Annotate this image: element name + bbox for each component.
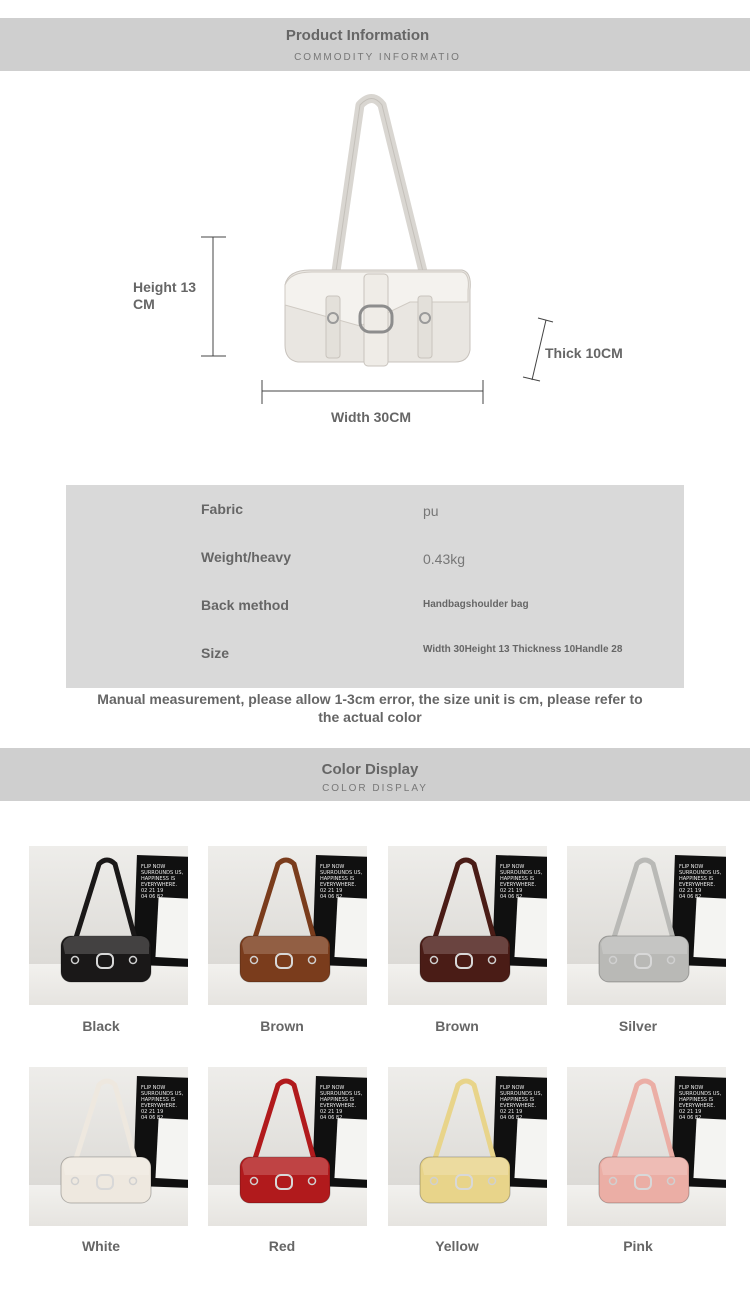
color-display-banner xyxy=(0,748,750,801)
color-name-label: Brown xyxy=(260,1018,304,1034)
handbag-red xyxy=(208,1067,367,1226)
product-info-subtitle: COMMODITY INFORMATIO xyxy=(294,52,461,63)
product-info-banner xyxy=(0,18,750,71)
spec-row-weight xyxy=(66,533,684,573)
handbag-silver xyxy=(567,846,726,1005)
color-display-title: Color Display xyxy=(321,761,419,778)
handbag-white xyxy=(29,1067,188,1226)
spec-value: Width 30Height 13 Thickness 10Handle 28 xyxy=(423,644,623,655)
spec-key: Size xyxy=(201,645,230,661)
thickness-label: Thick 10CM xyxy=(545,345,623,361)
spec-row-fabric xyxy=(66,485,684,525)
handbag-yellow xyxy=(388,1067,547,1226)
poster-text: FLIP NOW SURROUNDS US, HAPPINESS IS EVERYWHERE. 02 21 19 04 06 82 xyxy=(500,864,543,900)
spec-key: Back method xyxy=(201,597,289,613)
color-swatch-image[interactable] xyxy=(208,846,367,1005)
color-swatch-image[interactable] xyxy=(567,846,726,1005)
poster-text: FLIP NOW SURROUNDS US, HAPPINESS IS EVERYWHERE. 02 21 19 04 06 82 xyxy=(500,1085,543,1121)
spec-value: Handbagshoulder bag xyxy=(423,599,529,610)
color-name-label: White xyxy=(81,1238,121,1254)
spec-table xyxy=(66,485,684,688)
color-name-label: Yellow xyxy=(435,1238,479,1254)
spec-row-back-method xyxy=(66,581,684,621)
handbag-pink xyxy=(567,1067,726,1226)
handbag-brown xyxy=(388,846,547,1005)
width-label: Width 30CM xyxy=(331,409,411,425)
color-swatch-image[interactable] xyxy=(29,1067,188,1226)
height-label: Height 13 CM xyxy=(133,279,197,312)
color-name-label: Red xyxy=(268,1238,296,1254)
color-name-label: Silver xyxy=(618,1018,658,1034)
measurement-note: Manual measurement, please allow 1-3cm error, the size unit is cm, please refer to the actual color xyxy=(97,691,643,725)
color-name-label: Pink xyxy=(623,1238,653,1254)
spec-key: Weight/heavy xyxy=(201,549,291,565)
product-info-title: Product Information xyxy=(285,27,430,44)
poster-text: FLIP NOW SURROUNDS US, HAPPINESS IS EVERYWHERE. 02 21 19 04 06 82 xyxy=(679,864,722,900)
color-swatch-image[interactable] xyxy=(29,846,188,1005)
color-name-label: Black xyxy=(82,1018,120,1034)
poster-text: FLIP NOW SURROUNDS US, HAPPINESS IS EVERYWHERE. 02 21 19 04 06 82 xyxy=(320,864,363,900)
spec-row-size xyxy=(66,629,684,669)
handbag-brown xyxy=(208,846,367,1005)
color-swatch-image[interactable] xyxy=(567,1067,726,1226)
color-swatch-image[interactable] xyxy=(208,1067,367,1226)
poster-text: FLIP NOW SURROUNDS US, HAPPINESS IS EVERYWHERE. 02 21 19 04 06 82 xyxy=(141,1085,184,1121)
poster-text: FLIP NOW SURROUNDS US, HAPPINESS IS EVERYWHERE. 02 21 19 04 06 82 xyxy=(141,864,184,900)
color-swatch-image[interactable] xyxy=(388,1067,547,1226)
spec-value: 0.43kg xyxy=(423,551,466,567)
poster-text: FLIP NOW SURROUNDS US, HAPPINESS IS EVERYWHERE. 02 21 19 04 06 82 xyxy=(679,1085,722,1121)
spec-key: Fabric xyxy=(201,501,244,517)
handbag-black xyxy=(29,846,188,1005)
color-display-subtitle: COLOR DISPLAY xyxy=(322,783,428,794)
spec-value: pu xyxy=(423,503,439,519)
color-name-label: Brown xyxy=(435,1018,479,1034)
product-dimension-illustration xyxy=(0,80,750,430)
color-swatch-image[interactable] xyxy=(388,846,547,1005)
poster-text: FLIP NOW SURROUNDS US, HAPPINESS IS EVERYWHERE. 02 21 19 04 06 82 xyxy=(320,1085,363,1121)
